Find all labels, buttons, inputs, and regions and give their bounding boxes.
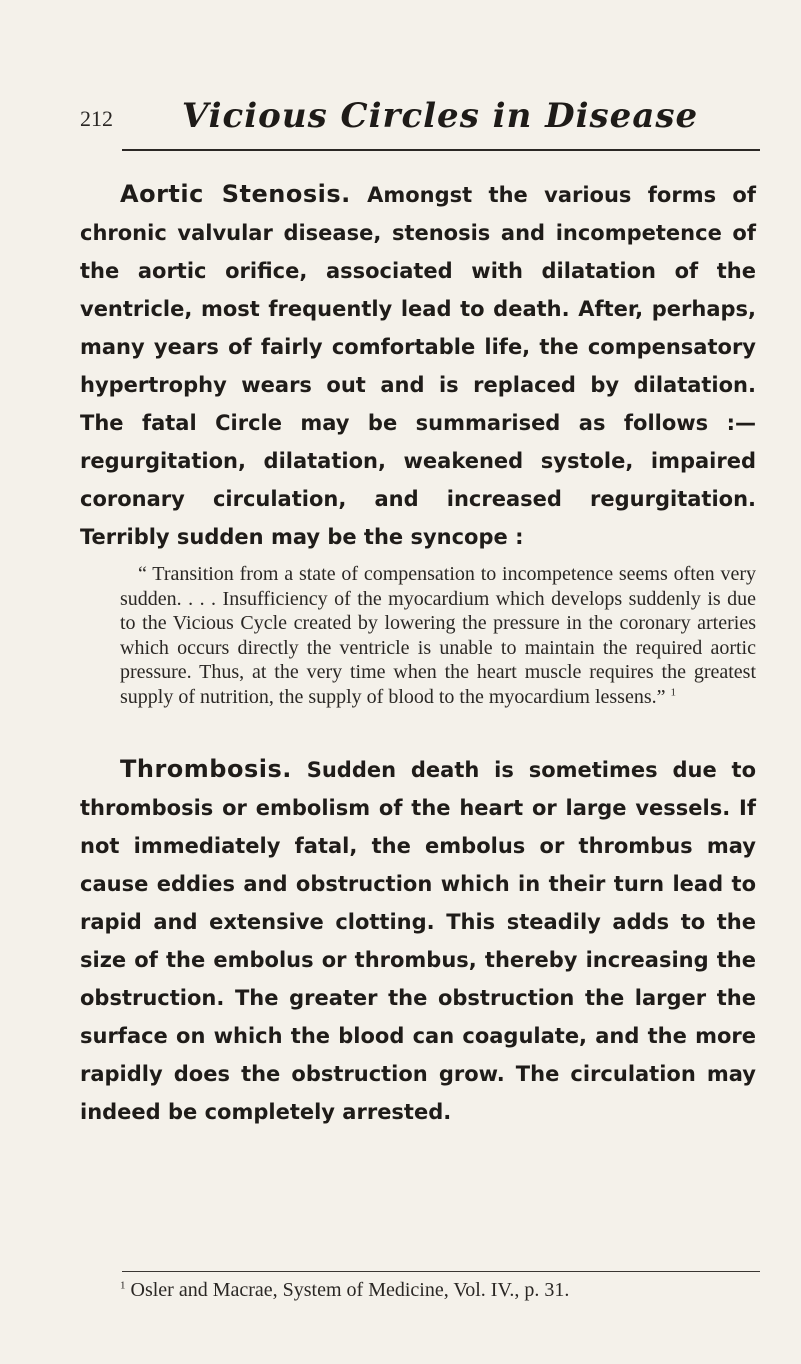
quote-text: “ Transition from a state of compensation to incompetence seems often very sudden. . . . Insufficiency of the myocardium which develops suddenly is due to the Vicious Cycle created by lowering the pressure in the coronary arteries which occurs directly the ventricle is unable to maintain the required aortic pressure. Thus, at the very time when the heart muscle requires the greatest supply of nutrition, the supply of blood to the myocardium lessens.” — [120, 563, 756, 708]
paragraph-thrombosis — [80, 750, 756, 1131]
footnote-rule — [122, 1271, 760, 1272]
paragraph-aortic-stenosis — [80, 175, 756, 556]
paragraph-text: Sudden death is sometimes due to thrombosis or embolism of the heart or large vessels. If not immediately fatal, the embolus or thrombus may cause eddies and obstruction which in their turn lead to rapid and extensive clotting. This steadily adds to the size of the embolus or thrombus, thereby increasing the obstruction. The greater the obstruction the larger the surface on which the blood can coagulate, and the more rapidly does the obstruction grow. The circulation may indeed be completely arrested. — [80, 758, 756, 1124]
footnote-marker: 1 — [120, 1279, 126, 1292]
footnote-reference: 1 — [670, 685, 676, 698]
header-rule — [122, 149, 760, 151]
running-title: Vicious Circles in Disease — [181, 96, 699, 136]
section-heading-thrombosis: Thrombosis. — [120, 755, 292, 783]
footnote — [120, 1278, 760, 1302]
page-number: 212 — [80, 106, 113, 131]
footnote-text: Osler and Macrae, System of Medicine, Vol. IV., p. 31. — [130, 1279, 570, 1301]
paragraph-text: Amongst the various forms of chronic valvular disease, stenosis and incompetence of the aortic orifice, associated with dilatation of the ventricle, most frequently lead to death. After, perhaps, many years of fairly comfortable life, the compensatory hypertrophy wears out and is replaced by dilatation. The fatal Circle may be summarised as follows :—regurgitation, dilatation, weakened systole, impaired coronary circulation, and increased regurgitation. Terribly sudden may be the syncope : — [80, 183, 757, 549]
section-heading-aortic-stenosis: Aortic Stenosis. — [120, 180, 351, 208]
page-header — [80, 96, 760, 156]
block-quote — [120, 562, 756, 709]
